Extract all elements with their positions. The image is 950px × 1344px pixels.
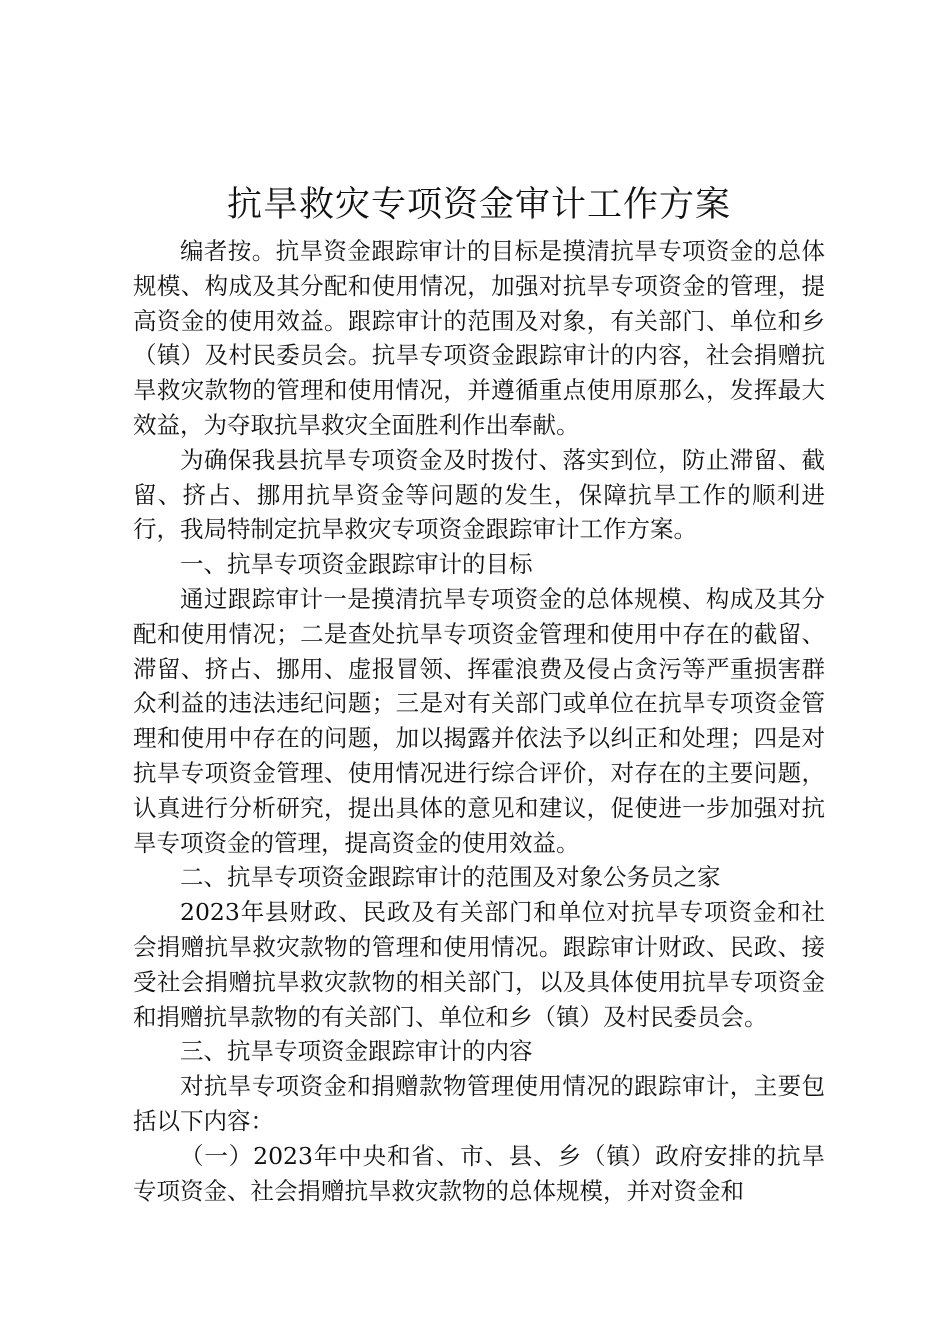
paragraph-item-1: （一）2023年中央和省、市、县、乡（镇）政府安排的抗旱专项资金、社会捐赠抗旱救灾款物的总体规模，并对资金和 [133,1141,825,1205]
paragraph-scope: 2023年县财政、民政及有关部门和单位对抗旱专项资金和社会捐赠抗旱救灾款物的管理和使用情况。跟踪审计财政、民政、接受社会捐赠抗旱救灾款物的相关部门，以及具体使用抗旱专项资金和捐赠抗旱款物的有关部门、单位和乡（镇）及村民委员会。 [133,898,825,1031]
section-heading-3: 三、抗旱专项资金跟踪审计的内容 [180,1037,533,1066]
section-heading-2: 二、抗旱专项资金跟踪审计的范围及对象公务员之家 [180,863,721,892]
document-page [133,180,825,1208]
section-heading-1: 一、抗旱专项资金跟踪审计的目标 [180,550,533,579]
paragraph-purpose: 为确保我县抗旱专项资金及时拨付、落实到位，防止滞留、截留、挤占、挪用抗旱资金等问题的发生，保障抗旱工作的顺利进行，我局特制定抗旱救灾专项资金跟踪审计工作方案。 [133,445,825,544]
document-title: 抗旱救灾专项资金审计工作方案 [226,185,731,225]
paragraph-content-intro: 对抗旱专项资金和捐赠款物管理使用情况的跟踪审计，主要包括以下内容： [133,1072,825,1135]
paragraph-editor-note: 编者按。抗旱资金跟踪审计的目标是摸清抗旱专项资金的总体规模、构成及其分配和使用情况，加强对抗旱专项资金的管理，提高资金的使用效益。跟踪审计的范围及对象，有关部门、单位和乡（镇）及村民委员会。抗旱专项资金跟踪审计的内容，社会捐赠抗旱救灾款物的管理和使用情况，并遵循重点使用原那么，发挥最大效益，为夺取抗旱救灾全面胜利作出奉献。 [133,237,825,439]
paragraph-goals: 通过跟踪审计一是摸清抗旱专项资金的总体规模、构成及其分配和使用情况；二是查处抗旱专项资金管理和使用中存在的截留、滞留、挤占、挪用、虚报冒领、挥霍浪费及侵占贪污等严重损害群众利益的违法违纪问题；三是对有关部门或单位在抗旱专项资金管理和使用中存在的问题，加以揭露并依法予以纠正和处理；四是对抗旱专项资金管理、使用情况进行综合评价，对存在的主要问题，认真进行分析研究，提出具体的意见和建议，促使进一步加强对抗旱专项资金的管理，提高资金的使用效益。 [133,584,825,857]
